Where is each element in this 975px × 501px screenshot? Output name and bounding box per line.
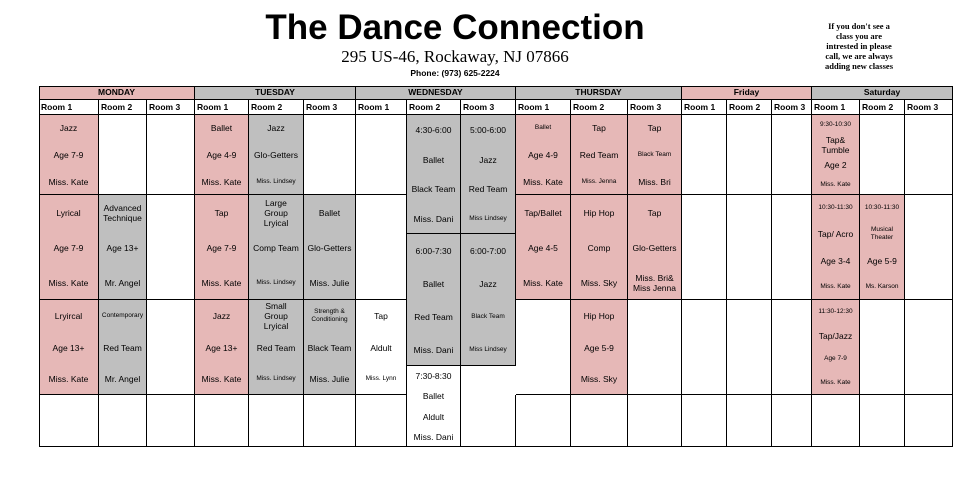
class-text-line: Aldult bbox=[370, 343, 392, 353]
class-text-line: Glo-Getters bbox=[307, 243, 352, 253]
class-text-line: Strength & bbox=[314, 308, 345, 315]
class-text-line: Ms. Karson bbox=[865, 283, 899, 290]
class-text-line: Miss. Lindsey bbox=[256, 178, 296, 185]
schedule-frame bbox=[39, 86, 953, 447]
class-text-line: Ballet bbox=[318, 208, 341, 218]
day-header-monday: MONDAY bbox=[39, 86, 195, 100]
class-text-line: Age 5-9 bbox=[584, 343, 614, 353]
class-text-line: Age 7-9 bbox=[53, 150, 84, 160]
room-header: Room 3 bbox=[905, 100, 953, 115]
day-header-thursday: THURSDAY bbox=[516, 86, 682, 100]
class-text-line: Jazz bbox=[212, 311, 231, 321]
class-text-line: Miss. Kate bbox=[820, 283, 851, 290]
class-text-line: Miss. Dani bbox=[413, 345, 454, 355]
day-header-wednesday: WEDNESDAY bbox=[356, 86, 516, 100]
class-text-line: Tap bbox=[647, 208, 662, 218]
class-text-line: Miss. Lindsey bbox=[256, 375, 296, 382]
class-text-line: Ballet bbox=[534, 124, 552, 131]
class-text-line: Black Team bbox=[471, 313, 505, 320]
class-text-line: Group bbox=[264, 208, 288, 218]
class-text-line: Mr. Angel bbox=[104, 278, 141, 288]
class-text-line: Age 13+ bbox=[52, 343, 85, 353]
class-text-line: Theater bbox=[870, 234, 894, 241]
class-text-line: Musical bbox=[870, 226, 894, 233]
class-text-line: Miss Lindsey bbox=[469, 346, 507, 353]
class-text-line: Technique bbox=[103, 213, 142, 223]
studio-phone: Phone: (973) 625-2224 bbox=[410, 68, 500, 78]
class-text-line: Age 7-9 bbox=[206, 243, 237, 253]
class-text-line: Lryical bbox=[263, 321, 289, 331]
class-text-line: Tap bbox=[214, 208, 229, 218]
class-text-line: Miss. Kate bbox=[201, 278, 242, 288]
class-text-line: Miss. Julie bbox=[309, 374, 350, 384]
class-text-line: 4:30-6:00 bbox=[415, 125, 452, 135]
class-text-line: Age 7-9 bbox=[53, 243, 84, 253]
class-text-line: Jazz bbox=[479, 155, 497, 165]
class-text-line: 11:30-12:30 bbox=[818, 308, 853, 315]
class-text-line: Tap bbox=[647, 123, 662, 133]
class-text-line: 10:30-11:30 bbox=[864, 204, 900, 211]
class-text-line: Age 4-5 bbox=[528, 243, 558, 253]
note-line: intrested in please bbox=[826, 41, 892, 51]
class-text-line: Contemporary bbox=[101, 312, 144, 319]
class-text-line: Tap/Jazz bbox=[818, 331, 853, 341]
class-text-line: 5:00-6:00 bbox=[470, 125, 506, 135]
class-text-line: Tap/Ballet bbox=[524, 208, 562, 218]
note-line: class you are bbox=[835, 31, 883, 41]
class-text-line: Miss. Kate bbox=[48, 374, 89, 384]
class-text-line: Miss. Kate bbox=[523, 177, 563, 187]
class-text-line: Miss. Kate bbox=[201, 374, 242, 384]
room-header: Room 2 bbox=[99, 100, 147, 115]
class-text-line: Miss. Kate bbox=[48, 177, 89, 187]
class-text-line: Miss. Sky bbox=[580, 278, 618, 288]
class-text-line: Tap/ Acro bbox=[817, 229, 854, 239]
class-text-line: Miss. Lindsey bbox=[256, 279, 296, 286]
class-text-line: Red Team bbox=[103, 343, 142, 353]
class-text-line: Miss. Bri& bbox=[635, 273, 674, 283]
class-text-line: Ballet bbox=[210, 123, 233, 133]
room-header: Room 2 bbox=[407, 100, 461, 115]
class-text-line: Jazz bbox=[479, 279, 497, 289]
class-text-line: Jazz bbox=[267, 123, 285, 133]
class-text-line: Black Team bbox=[307, 343, 352, 353]
class-text-line: Age 4-9 bbox=[206, 150, 237, 160]
class-text-line: Miss. Sky bbox=[580, 374, 618, 384]
class-text-line: Lyrical bbox=[56, 208, 81, 218]
room-header: Room 2 bbox=[249, 100, 304, 115]
class-text-line: Miss Jenna bbox=[633, 283, 676, 293]
room-header: Room 3 bbox=[461, 100, 516, 115]
class-text-line: Tap bbox=[592, 123, 606, 133]
class-text-line: Ballet bbox=[422, 155, 445, 165]
room-header: Room 2 bbox=[860, 100, 905, 115]
note-line: adding new classes bbox=[824, 61, 893, 71]
class-text-line: Aldult bbox=[422, 412, 445, 422]
class-text-line: Miss. Dani bbox=[413, 432, 454, 442]
class-text-line: Jazz bbox=[59, 123, 78, 133]
class-text-line: Glo-Getters bbox=[632, 243, 677, 253]
class-text-line: Glo-Getters bbox=[254, 150, 298, 160]
class-text-line: Age 13+ bbox=[106, 243, 139, 253]
class-text-line: Red Team bbox=[468, 184, 508, 194]
class-text-line: Advanced bbox=[103, 203, 142, 213]
class-text-line: Tumble bbox=[821, 145, 850, 155]
class-text-line: Ballet bbox=[422, 279, 445, 289]
class-text-line: Hip Hop bbox=[583, 208, 615, 218]
class-text-line: Red Team bbox=[414, 312, 453, 322]
new-classes-note bbox=[808, 21, 910, 71]
class-text-line: 10:30-11:30 bbox=[818, 204, 853, 211]
class-text-line: Black Team bbox=[411, 184, 456, 194]
class-text-line: Miss. Kate bbox=[48, 278, 89, 288]
day-header-saturday: Saturday bbox=[812, 86, 953, 100]
class-text-line: Miss. Julie bbox=[309, 278, 350, 288]
class-text-line: 6:00-7:30 bbox=[415, 246, 452, 256]
room-header: Room 3 bbox=[147, 100, 195, 115]
room-header: Room 1 bbox=[39, 100, 99, 115]
class-text-line: Miss Lindsey bbox=[469, 215, 507, 222]
class-text-line: Miss. Dani bbox=[413, 214, 454, 224]
studio-address: 295 US-46, Rockaway, NJ 07866 bbox=[341, 47, 569, 66]
class-text-line: Tap& bbox=[825, 135, 846, 145]
class-text-line: Age 13+ bbox=[205, 343, 238, 353]
class-text-line: Age 7-9 bbox=[824, 355, 847, 362]
class-text-line: Miss. Jenna bbox=[581, 178, 617, 185]
class-text-line: Group bbox=[264, 311, 288, 321]
class-text-line: 7:30-8:30 bbox=[415, 371, 452, 381]
class-text-line: Conditioning bbox=[311, 316, 348, 323]
room-header: Room 1 bbox=[516, 100, 571, 115]
class-text-line: Miss. Kate bbox=[201, 177, 242, 187]
class-text-line: Miss. Kate bbox=[820, 181, 851, 188]
room-header: Room 3 bbox=[304, 100, 356, 115]
class-text-line: Small bbox=[265, 301, 287, 311]
note-line: call, we are always bbox=[825, 51, 893, 61]
class-text-line: Age 4-9 bbox=[528, 150, 558, 160]
class-text-line: Miss. Lynn bbox=[365, 375, 397, 382]
class-text-line: 6:00-7:00 bbox=[470, 246, 506, 256]
class-text-line: Ballet bbox=[422, 391, 445, 401]
class-text-line: 9:30-10:30 bbox=[819, 121, 852, 128]
room-header: Room 1 bbox=[356, 100, 407, 115]
class-text-line: Comp Team bbox=[253, 243, 299, 253]
class-text-line: Red Team bbox=[579, 150, 619, 160]
class-text-line: Lryical bbox=[263, 218, 289, 228]
class-text-line: Age 3-4 bbox=[820, 256, 851, 266]
class-text-line: Comp bbox=[587, 243, 611, 253]
class-text-line: Mr. Angel bbox=[104, 374, 141, 384]
room-header: Room 1 bbox=[195, 100, 249, 115]
day-header-tuesday: TUESDAY bbox=[195, 86, 356, 100]
class-text-line: Large bbox=[265, 198, 287, 208]
class-text-line: Lryircal bbox=[54, 311, 83, 321]
class-text-line: Age 2 bbox=[824, 160, 847, 170]
class-text-line: Miss. Kate bbox=[820, 379, 851, 386]
class-text-line: Miss. Bri bbox=[638, 177, 671, 187]
class-text-line: Age 5-9 bbox=[867, 256, 897, 266]
day-header-friday: Friday bbox=[682, 86, 812, 100]
room-header: Room 2 bbox=[727, 100, 772, 115]
class-text-line: Red Team bbox=[256, 343, 296, 353]
room-header: Room 1 bbox=[682, 100, 727, 115]
room-header: Room 1 bbox=[812, 100, 860, 115]
class-text-line: Tap bbox=[374, 311, 388, 321]
class-text-line: Miss. Kate bbox=[523, 278, 563, 288]
note-line: If you don't see a bbox=[828, 21, 890, 31]
room-header: Room 3 bbox=[628, 100, 682, 115]
room-header: Room 2 bbox=[571, 100, 628, 115]
class-text-line: Hip Hop bbox=[583, 311, 615, 321]
page-title: The Dance Connection bbox=[265, 8, 645, 47]
class-text-line: Black Team bbox=[637, 151, 672, 158]
room-header: Room 3 bbox=[772, 100, 812, 115]
